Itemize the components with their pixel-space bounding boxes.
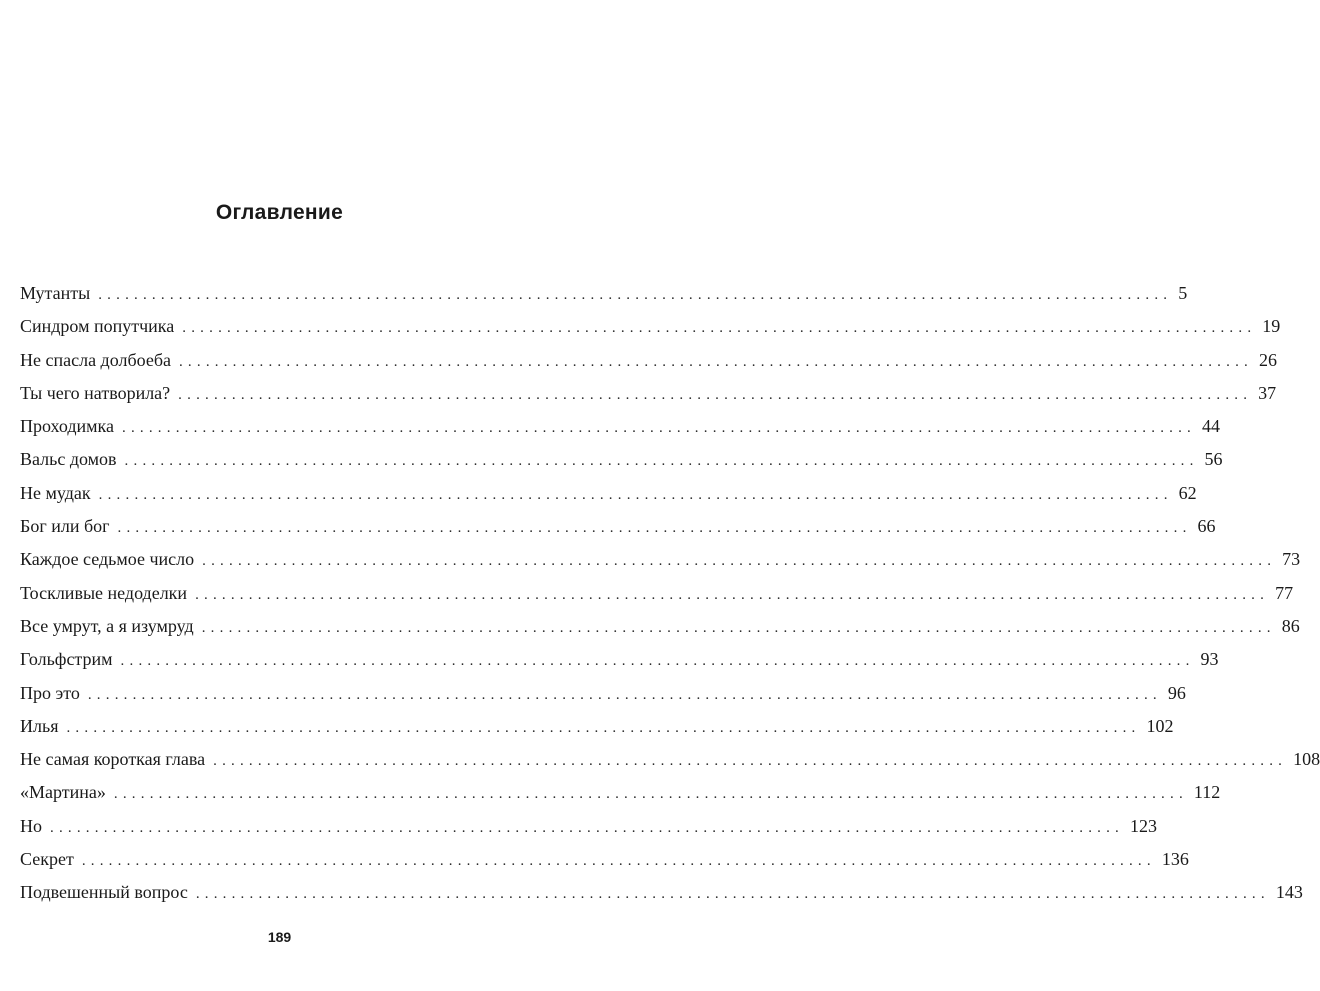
toc-entry-title: «Мартина» [20, 782, 106, 803]
toc-entry-page: 123 [1130, 815, 1157, 836]
dot-leader: ........................................................................................................................ [120, 653, 1195, 670]
toc-entry-page: 37 [1258, 382, 1277, 403]
dot-leader: ........................................................................................................................ [50, 819, 1124, 836]
toc-entry [20, 377, 1277, 410]
dot-leader: ........................................................................................................................ [122, 420, 1196, 437]
dot-leader: ........................................................................................................................ [66, 719, 1141, 736]
toc-entry [20, 443, 1223, 476]
toc-entry-title: Тоскливые недоделки [20, 582, 188, 603]
toc-entry-page: 19 [1262, 316, 1281, 337]
toc-entry-title: Илья [20, 715, 59, 736]
toc-entry-page: 93 [1200, 649, 1219, 670]
toc-entry-title: Каждое седьмое число [20, 549, 195, 570]
toc-entry-page: 56 [1204, 449, 1223, 470]
page-number: 189 [267, 929, 292, 945]
dot-leader: ........................................................................................................................ [195, 886, 1270, 903]
toc-entry-title: Ты чего натворила? [20, 382, 171, 403]
dot-leader: ........................................................................................................................ [113, 786, 1188, 803]
toc-entry [20, 810, 1157, 843]
dot-leader: ........................................................................................................................ [178, 386, 1253, 403]
dot-leader: ........................................................................................................................ [98, 287, 1173, 303]
toc-entry [20, 477, 1197, 510]
dot-leader: ........................................................................................................................ [213, 753, 1288, 770]
toc-entry-page: 143 [1275, 882, 1303, 903]
table-of-contents [20, 277, 1320, 910]
toc-entry [20, 843, 1189, 876]
toc-entry-page: 5 [1178, 283, 1188, 303]
toc-entry-title: Проходимка [20, 416, 114, 437]
toc-entry-page: 26 [1258, 349, 1277, 370]
dot-leader: ........................................................................................................................ [202, 553, 1277, 570]
toc-entry-page: 102 [1146, 715, 1174, 736]
toc-entry-page: 73 [1282, 549, 1301, 570]
toc-entry-title: Гольфстрим [20, 649, 113, 670]
toc-entry-title: Бог или бог [20, 516, 110, 537]
toc-entry [20, 543, 1301, 576]
dot-leader: ........................................................................................................................ [81, 853, 1156, 870]
dot-leader: ........................................................................................................................ [117, 520, 1192, 537]
toc-entry [20, 643, 1219, 676]
toc-entry-title: Не спасла долбоеба [20, 349, 171, 370]
dot-leader: ........................................................................................................................ [201, 619, 1276, 636]
toc-entry-page: 136 [1161, 849, 1189, 870]
toc-entry-page: 86 [1281, 615, 1300, 636]
toc-entry [20, 610, 1300, 643]
toc-entry-title: Не самая короткая глава [20, 749, 206, 770]
toc-entry [20, 710, 1174, 743]
dot-leader: ........................................................................................................................ [195, 586, 1270, 603]
dot-leader: ........................................................................................................................ [87, 686, 1162, 703]
toc-entry-page: 62 [1178, 482, 1197, 503]
toc-entry-title: Все умрут, а я изумруд [20, 615, 194, 636]
toc-entry-title: Вальс домов [20, 449, 117, 470]
dot-leader: ........................................................................................................................ [178, 353, 1253, 370]
toc-entry-title: Синдром попутчика [20, 316, 175, 337]
dot-leader: ........................................................................................................................ [124, 453, 1199, 470]
page-title: Оглавление [215, 201, 344, 224]
toc-entry [20, 577, 1294, 610]
toc-entry-title: Про это [20, 682, 80, 703]
toc-entry [20, 677, 1186, 710]
toc-entry-page: 44 [1202, 416, 1220, 437]
toc-entry-title: Но [20, 815, 42, 836]
toc-entry [20, 510, 1216, 543]
toc-entry-page: 108 [1293, 749, 1320, 770]
toc-entry [20, 344, 1277, 377]
toc-entry [20, 277, 1188, 310]
toc-entry-title: Подвешенный вопрос [20, 882, 188, 903]
toc-entry-page: 112 [1193, 782, 1221, 803]
toc-entry [20, 310, 1281, 343]
toc-entry-title: Мутанты [20, 283, 91, 303]
toc-entry-title: Не мудак [20, 482, 91, 503]
toc-entry-title: Секрет [20, 849, 74, 870]
toc-entry-page: 77 [1275, 582, 1294, 603]
toc-entry [20, 776, 1221, 809]
toc-entry [20, 410, 1220, 443]
toc-entry [20, 876, 1303, 909]
dot-leader: ........................................................................................................................ [182, 320, 1257, 337]
toc-entry [20, 743, 1320, 776]
toc-entry-page: 66 [1197, 516, 1216, 537]
dot-leader: ........................................................................................................................ [98, 486, 1173, 503]
toc-entry-page: 96 [1167, 682, 1186, 703]
